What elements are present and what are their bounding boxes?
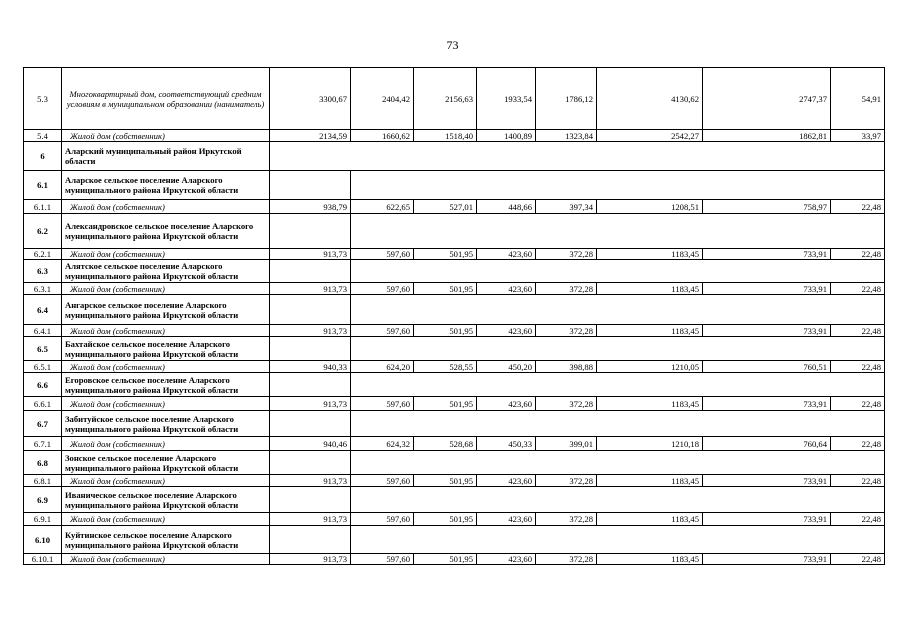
table-row — [24, 451, 885, 475]
value-cell: 372,28 — [536, 397, 597, 411]
row-code: 6.7.1 — [24, 437, 62, 451]
row-code: 6.4 — [24, 295, 62, 325]
table-row — [24, 68, 885, 130]
table-row — [24, 295, 885, 325]
value-cell: 372,28 — [536, 325, 597, 337]
row-name: Жилой дом (собственник) — [62, 361, 270, 373]
value-cell: 423,60 — [477, 283, 536, 295]
row-code: 6.4.1 — [24, 325, 62, 337]
empty-span-cell — [351, 411, 885, 437]
row-code: 6.7 — [24, 411, 62, 437]
value-cell: 2404,42 — [351, 68, 414, 130]
value-cell: 597,60 — [351, 249, 414, 260]
row-name: Егоровское сельское поселение Аларского муниципального района Иркутской области — [62, 373, 270, 397]
value-cell: 4130,62 — [597, 68, 703, 130]
value-cell: 760,64 — [703, 437, 831, 451]
table-row — [24, 249, 885, 260]
value-cell: 2156,63 — [414, 68, 477, 130]
value-cell: 597,60 — [351, 325, 414, 337]
value-cell: 1518,40 — [414, 130, 477, 142]
row-name: Иваническое сельское поселение Аларского муниципального района Иркутской области — [62, 487, 270, 513]
value-cell: 733,91 — [703, 554, 831, 565]
row-code: 5.4 — [24, 130, 62, 142]
value-cell: 2542,27 — [597, 130, 703, 142]
value-cell: 423,60 — [477, 325, 536, 337]
table-row — [24, 373, 885, 397]
value-cell: 423,60 — [477, 249, 536, 260]
value-cell: 501,95 — [414, 397, 477, 411]
value-cell: 597,60 — [351, 475, 414, 487]
value-cell: 22,48 — [831, 361, 885, 373]
row-name: Жилой дом (собственник) — [62, 397, 270, 411]
table-row — [24, 337, 885, 361]
table-row — [24, 214, 885, 249]
value-cell: 450,33 — [477, 437, 536, 451]
row-code: 6 — [24, 142, 62, 171]
row-code: 6.1 — [24, 171, 62, 200]
row-name: Многоквартирный дом, соответствующий средним условиям в муниципальном образовании (наниматель) — [62, 68, 270, 130]
value-cell: 1933,54 — [477, 68, 536, 130]
empty-cell — [270, 337, 351, 361]
tariff-table — [23, 67, 885, 565]
value-cell: 54,91 — [831, 68, 885, 130]
value-cell: 1210,18 — [597, 437, 703, 451]
value-cell: 501,95 — [414, 513, 477, 526]
empty-span-cell — [351, 295, 885, 325]
value-cell: 3300,67 — [270, 68, 351, 130]
value-cell: 372,28 — [536, 475, 597, 487]
value-cell: 1400,89 — [477, 130, 536, 142]
value-cell: 399,01 — [536, 437, 597, 451]
row-name: Бахтайское сельское поселение Аларского муниципального района Иркутской области — [62, 337, 270, 361]
value-cell: 501,95 — [414, 554, 477, 565]
empty-span-cell — [351, 526, 885, 554]
row-code: 6.3 — [24, 260, 62, 283]
value-cell: 913,73 — [270, 325, 351, 337]
value-cell: 448,66 — [477, 200, 536, 214]
empty-span-cell — [351, 487, 885, 513]
row-code: 6.9 — [24, 487, 62, 513]
row-name: Алятское сельское поселение Аларского муниципального района Иркутской области — [62, 260, 270, 283]
table-row — [24, 437, 885, 451]
value-cell: 1183,45 — [597, 325, 703, 337]
value-cell: 940,46 — [270, 437, 351, 451]
value-cell: 1183,45 — [597, 397, 703, 411]
value-cell: 624,20 — [351, 361, 414, 373]
value-cell: 760,51 — [703, 361, 831, 373]
row-code: 6.1.1 — [24, 200, 62, 214]
empty-cell — [270, 487, 351, 513]
table-row — [24, 554, 885, 565]
row-code: 5.3 — [24, 68, 62, 130]
value-cell: 398,88 — [536, 361, 597, 373]
row-code: 6.6 — [24, 373, 62, 397]
value-cell: 22,48 — [831, 283, 885, 295]
row-name: Аларский муниципальный район Иркутской области — [62, 142, 270, 171]
empty-span-cell — [351, 260, 885, 283]
value-cell: 2747,37 — [703, 68, 831, 130]
row-name: Жилой дом (собственник) — [62, 130, 270, 142]
empty-span-cell — [351, 214, 885, 249]
row-code: 6.2 — [24, 214, 62, 249]
value-cell: 597,60 — [351, 283, 414, 295]
value-cell: 22,48 — [831, 437, 885, 451]
value-cell: 423,60 — [477, 554, 536, 565]
value-cell: 1210,05 — [597, 361, 703, 373]
empty-cell — [270, 451, 351, 475]
empty-span-cell — [351, 171, 885, 200]
row-code: 6.8.1 — [24, 475, 62, 487]
value-cell: 450,20 — [477, 361, 536, 373]
table-row — [24, 325, 885, 337]
table-row — [24, 475, 885, 487]
table-row — [24, 361, 885, 373]
value-cell: 1183,45 — [597, 283, 703, 295]
value-cell: 22,48 — [831, 325, 885, 337]
row-name: Жилой дом (собственник) — [62, 283, 270, 295]
value-cell: 597,60 — [351, 554, 414, 565]
value-cell: 1208,51 — [597, 200, 703, 214]
value-cell: 913,73 — [270, 475, 351, 487]
row-code: 6.5 — [24, 337, 62, 361]
value-cell: 423,60 — [477, 513, 536, 526]
empty-span-cell — [351, 451, 885, 475]
value-cell: 913,73 — [270, 513, 351, 526]
value-cell: 372,28 — [536, 283, 597, 295]
value-cell: 938,79 — [270, 200, 351, 214]
row-name: Жилой дом (собственник) — [62, 437, 270, 451]
row-name: Жилой дом (собственник) — [62, 200, 270, 214]
value-cell: 22,48 — [831, 249, 885, 260]
row-code: 6.10.1 — [24, 554, 62, 565]
row-name: Жилой дом (собственник) — [62, 513, 270, 526]
row-code: 6.2.1 — [24, 249, 62, 260]
table-row — [24, 200, 885, 214]
value-cell: 22,48 — [831, 397, 885, 411]
table-row — [24, 397, 885, 411]
value-cell: 527,01 — [414, 200, 477, 214]
value-cell: 733,91 — [703, 325, 831, 337]
value-cell: 624,32 — [351, 437, 414, 451]
value-cell: 501,95 — [414, 475, 477, 487]
empty-cell — [270, 295, 351, 325]
row-name: Зонское сельское поселение Аларского муниципального района Иркутской области — [62, 451, 270, 475]
value-cell: 1660,62 — [351, 130, 414, 142]
row-code: 6.9.1 — [24, 513, 62, 526]
table-row — [24, 260, 885, 283]
value-cell: 372,28 — [536, 513, 597, 526]
empty-span-cell — [351, 373, 885, 397]
row-code: 6.5.1 — [24, 361, 62, 373]
value-cell: 397,34 — [536, 200, 597, 214]
empty-cell — [270, 214, 351, 249]
value-cell: 2134,59 — [270, 130, 351, 142]
value-cell: 528,55 — [414, 361, 477, 373]
empty-cell — [270, 142, 351, 171]
row-name: Александровское сельское поселение Аларского муниципального района Иркутской области — [62, 214, 270, 249]
value-cell: 1786,12 — [536, 68, 597, 130]
value-cell: 622,65 — [351, 200, 414, 214]
value-cell: 22,48 — [831, 475, 885, 487]
table-row — [24, 171, 885, 200]
table-body — [24, 68, 885, 565]
value-cell: 501,95 — [414, 325, 477, 337]
value-cell: 33,97 — [831, 130, 885, 142]
row-name: Ангарское сельское поселение Аларского муниципального района Иркутской области — [62, 295, 270, 325]
row-name: Жилой дом (собственник) — [62, 249, 270, 260]
value-cell: 597,60 — [351, 513, 414, 526]
value-cell: 1862,81 — [703, 130, 831, 142]
empty-cell — [270, 373, 351, 397]
table-row — [24, 411, 885, 437]
value-cell: 1183,45 — [597, 475, 703, 487]
value-cell: 372,28 — [536, 554, 597, 565]
row-code: 6.3.1 — [24, 283, 62, 295]
page-number: 73 — [446, 38, 459, 52]
table-row — [24, 526, 885, 554]
value-cell: 423,60 — [477, 475, 536, 487]
value-cell: 1323,84 — [536, 130, 597, 142]
value-cell: 940,33 — [270, 361, 351, 373]
value-cell: 733,91 — [703, 283, 831, 295]
row-code: 6.6.1 — [24, 397, 62, 411]
table-row — [24, 283, 885, 295]
value-cell: 733,91 — [703, 397, 831, 411]
row-name: Жилой дом (собственник) — [62, 475, 270, 487]
value-cell: 501,95 — [414, 249, 477, 260]
empty-cell — [270, 411, 351, 437]
value-cell: 913,73 — [270, 249, 351, 260]
row-name: Забитуйское сельское поселение Аларского муниципального района Иркутской области — [62, 411, 270, 437]
row-name: Жилой дом (собственник) — [62, 325, 270, 337]
empty-cell — [270, 171, 351, 200]
empty-span-cell — [351, 142, 885, 171]
table-row — [24, 142, 885, 171]
value-cell: 22,48 — [831, 200, 885, 214]
value-cell: 597,60 — [351, 397, 414, 411]
empty-span-cell — [351, 337, 885, 361]
table-row — [24, 130, 885, 142]
row-code: 6.10 — [24, 526, 62, 554]
row-name: Куйтинское сельское поселение Аларского муниципального района Иркутской области — [62, 526, 270, 554]
row-name: Жилой дом (собственник) — [62, 554, 270, 565]
row-name: Аларское сельское поселение Аларского муниципального района Иркутской области — [62, 171, 270, 200]
value-cell: 913,73 — [270, 397, 351, 411]
table-row — [24, 513, 885, 526]
value-cell: 528,68 — [414, 437, 477, 451]
empty-cell — [270, 260, 351, 283]
value-cell: 423,60 — [477, 397, 536, 411]
row-code: 6.8 — [24, 451, 62, 475]
value-cell: 913,73 — [270, 283, 351, 295]
value-cell: 1183,45 — [597, 554, 703, 565]
value-cell: 733,91 — [703, 475, 831, 487]
value-cell: 758,97 — [703, 200, 831, 214]
value-cell: 501,95 — [414, 283, 477, 295]
value-cell: 913,73 — [270, 554, 351, 565]
value-cell: 1183,45 — [597, 513, 703, 526]
value-cell: 22,48 — [831, 513, 885, 526]
value-cell: 22,48 — [831, 554, 885, 565]
table-row — [24, 487, 885, 513]
value-cell: 733,91 — [703, 249, 831, 260]
value-cell: 1183,45 — [597, 249, 703, 260]
value-cell: 733,91 — [703, 513, 831, 526]
empty-cell — [270, 526, 351, 554]
value-cell: 372,28 — [536, 249, 597, 260]
